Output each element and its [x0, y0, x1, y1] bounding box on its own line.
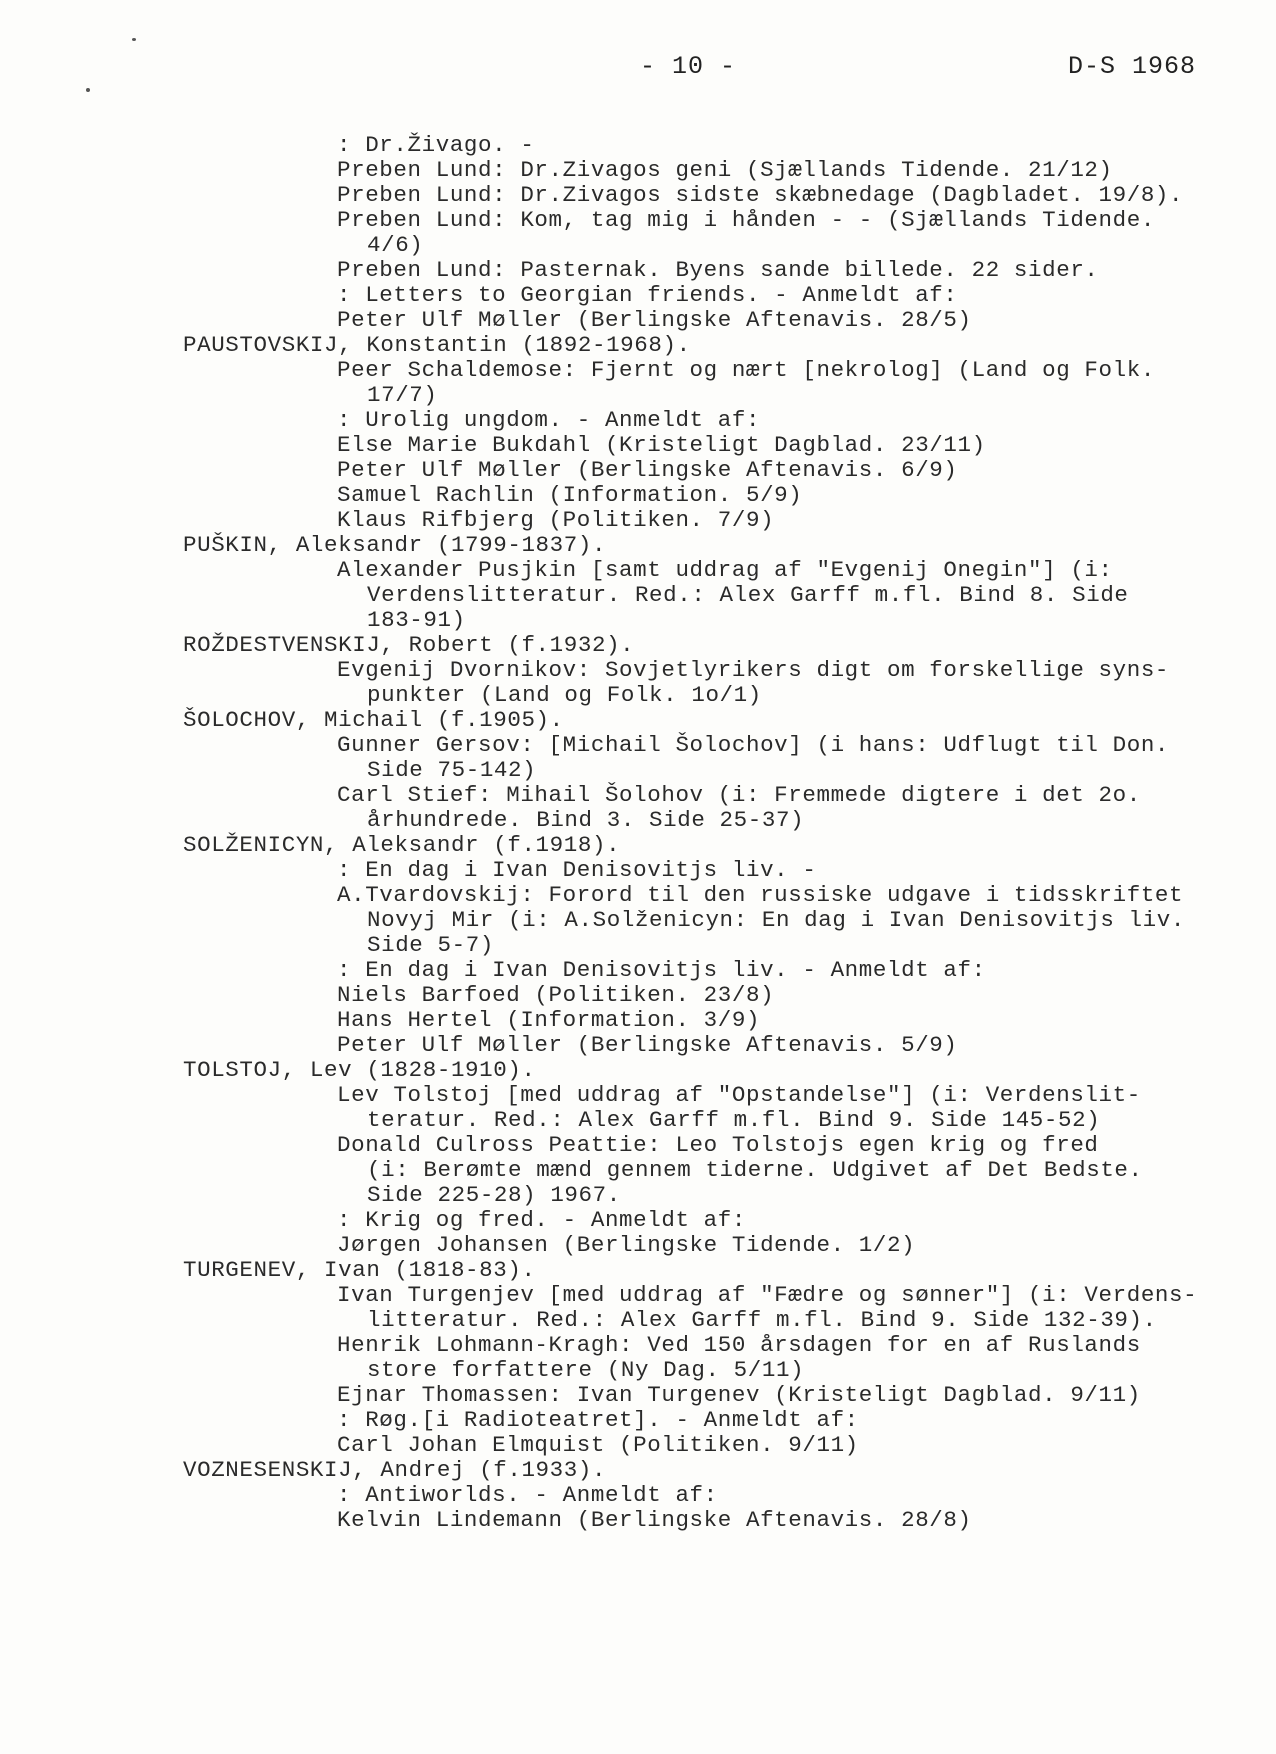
- bibliography-entry: Niels Barfoed (Politiken. 23/8): [337, 982, 775, 1008]
- bibliography-entry: Ejnar Thomassen: Ivan Turgenev (Kristeligt Dagblad. 9/11): [337, 1382, 1141, 1408]
- bibliography-entry: Carl Stief: Mihail Šolohov (i: Fremmede digtere i det 2o.: [337, 782, 1141, 808]
- author-heading: SOLŽENICYN, Aleksandr (f.1918).: [183, 832, 621, 858]
- entry-continuation: teratur. Red.: Alex Garff m.fl. Bind 9. Side 145-52): [367, 1107, 1101, 1133]
- entry-continuation: 183-91): [367, 607, 466, 633]
- bibliography-entry: Samuel Rachlin (Information. 5/9): [337, 482, 803, 508]
- bibliography-entry: A.Tvardovskij: Forord til den russiske udgave i tidsskriftet: [337, 882, 1184, 908]
- bibliography-entry: Ivan Turgenjev [med uddrag af "Fædre og sønner"] (i: Verdens-: [337, 1282, 1198, 1308]
- author-heading: ŠOLOCHOV, Michail (f.1905).: [183, 707, 564, 733]
- entry-continuation: 17/7): [367, 382, 438, 408]
- bibliography-entry: Peter Ulf Møller (Berlingske Aftenavis. 6/9): [337, 457, 958, 483]
- bibliography-entry: : Krig og fred. - Anmeldt af:: [337, 1207, 746, 1233]
- bibliography-entry: Peer Schaldemose: Fjernt og nært [nekrolog] (Land og Folk.: [337, 357, 1155, 383]
- author-heading: PUŠKIN, Aleksandr (1799-1837).: [183, 532, 607, 558]
- bibliography-entry: : Urolig ungdom. - Anmeldt af:: [337, 407, 761, 433]
- bibliography-entry: : Røg.[i Radioteatret]. - Anmeldt af:: [337, 1407, 859, 1433]
- bibliography-entry: Henrik Lohmann-Kragh: Ved 150 årsdagen for en af Ruslands: [337, 1332, 1141, 1358]
- bibliography-entry: : Letters to Georgian friends. - Anmeldt af:: [337, 282, 958, 308]
- bibliography-entry: Preben Lund: Dr.Zivagos geni (Sjællands Tidende. 21/12): [337, 157, 1113, 183]
- entry-continuation: store forfattere (Ny Dag. 5/11): [367, 1357, 805, 1383]
- paper-speck: [132, 38, 136, 41]
- author-heading: TOLSTOJ, Lev (1828-1910).: [183, 1057, 536, 1083]
- bibliography-entry: Preben Lund: Dr.Zivagos sidste skæbnedage (Dagbladet. 19/8).: [337, 182, 1184, 208]
- bibliography-entry: Carl Johan Elmquist (Politiken. 9/11): [337, 1432, 859, 1458]
- document-reference: D-S 1968: [1068, 52, 1197, 81]
- bibliography-entry: Lev Tolstoj [med uddrag af "Opstandelse"] (i: Verdenslit-: [337, 1082, 1141, 1108]
- bibliography-entry: : En dag i Ivan Denisovitjs liv. - Anmeldt af:: [337, 957, 986, 983]
- author-heading: ROŽDESTVENSKIJ, Robert (f.1932).: [183, 632, 635, 658]
- entry-continuation: Verdenslitteratur. Red.: Alex Garff m.fl. Bind 8. Side: [367, 582, 1129, 608]
- bibliography-entry: Kelvin Lindemann (Berlingske Aftenavis. 28/8): [337, 1507, 972, 1533]
- bibliography-entry: Donald Culross Peattie: Leo Tolstojs egen krig og fred: [337, 1132, 1099, 1158]
- entry-continuation: punkter (Land og Folk. 1o/1): [367, 682, 762, 708]
- paper-speck: [86, 88, 90, 92]
- entry-continuation: 4/6): [367, 232, 424, 258]
- bibliography-entry: Evgenij Dvornikov: Sovjetlyrikers digt om forskellige syns-: [337, 657, 1170, 683]
- author-heading: TURGENEV, Ivan (1818-83).: [183, 1257, 536, 1283]
- bibliography-entry: Peter Ulf Møller (Berlingske Aftenavis. 5/9): [337, 1032, 958, 1058]
- entry-continuation: litteratur. Red.: Alex Garff m.fl. Bind 9. Side 132-39).: [367, 1307, 1157, 1333]
- entry-continuation: Novyj Mir (i: A.Solženicyn: En dag i Ivan Denisovitjs liv.: [367, 907, 1185, 933]
- entry-continuation: århundrede. Bind 3. Side 25-37): [367, 807, 805, 833]
- bibliography-entry: Alexander Pusjkin [samt uddrag af "Evgenij Onegin"] (i:: [337, 557, 1113, 583]
- author-heading: PAUSTOVSKIJ, Konstantin (1892-1968).: [183, 332, 691, 358]
- bibliography-entry: Klaus Rifbjerg (Politiken. 7/9): [337, 507, 775, 533]
- page-number: - 10 -: [640, 52, 737, 81]
- bibliography-entry: Jørgen Johansen (Berlingske Tidende. 1/2): [337, 1232, 916, 1258]
- bibliography-entry: : En dag i Ivan Denisovitjs liv. -: [337, 857, 817, 883]
- entry-continuation: (i: Berømte mænd gennem tiderne. Udgivet af Det Bedste.: [367, 1157, 1143, 1183]
- bibliography-entry: Gunner Gersov: [Michail Šolochov] (i hans: Udflugt til Don.: [337, 732, 1170, 758]
- author-heading: VOZNESENSKIJ, Andrej (f.1933).: [183, 1457, 607, 1483]
- bibliography-entry: Preben Lund: Pasternak. Byens sande billede. 22 sider.: [337, 257, 1099, 283]
- bibliography-entry: Hans Hertel (Information. 3/9): [337, 1007, 761, 1033]
- entry-continuation: Side 5-7): [367, 932, 494, 958]
- bibliography-entry: Preben Lund: Kom, tag mig i hånden - - (Sjællands Tidende.: [337, 207, 1155, 233]
- bibliography-entry: : Dr.Živago. -: [337, 132, 535, 158]
- entry-continuation: Side 225-28) 1967.: [367, 1182, 621, 1208]
- bibliography-entry: : Antiworlds. - Anmeldt af:: [337, 1482, 718, 1508]
- entry-continuation: Side 75-142): [367, 757, 537, 783]
- bibliography-entry: Peter Ulf Møller (Berlingske Aftenavis. 28/5): [337, 307, 972, 333]
- bibliography-entry: Else Marie Bukdahl (Kristeligt Dagblad. 23/11): [337, 432, 986, 458]
